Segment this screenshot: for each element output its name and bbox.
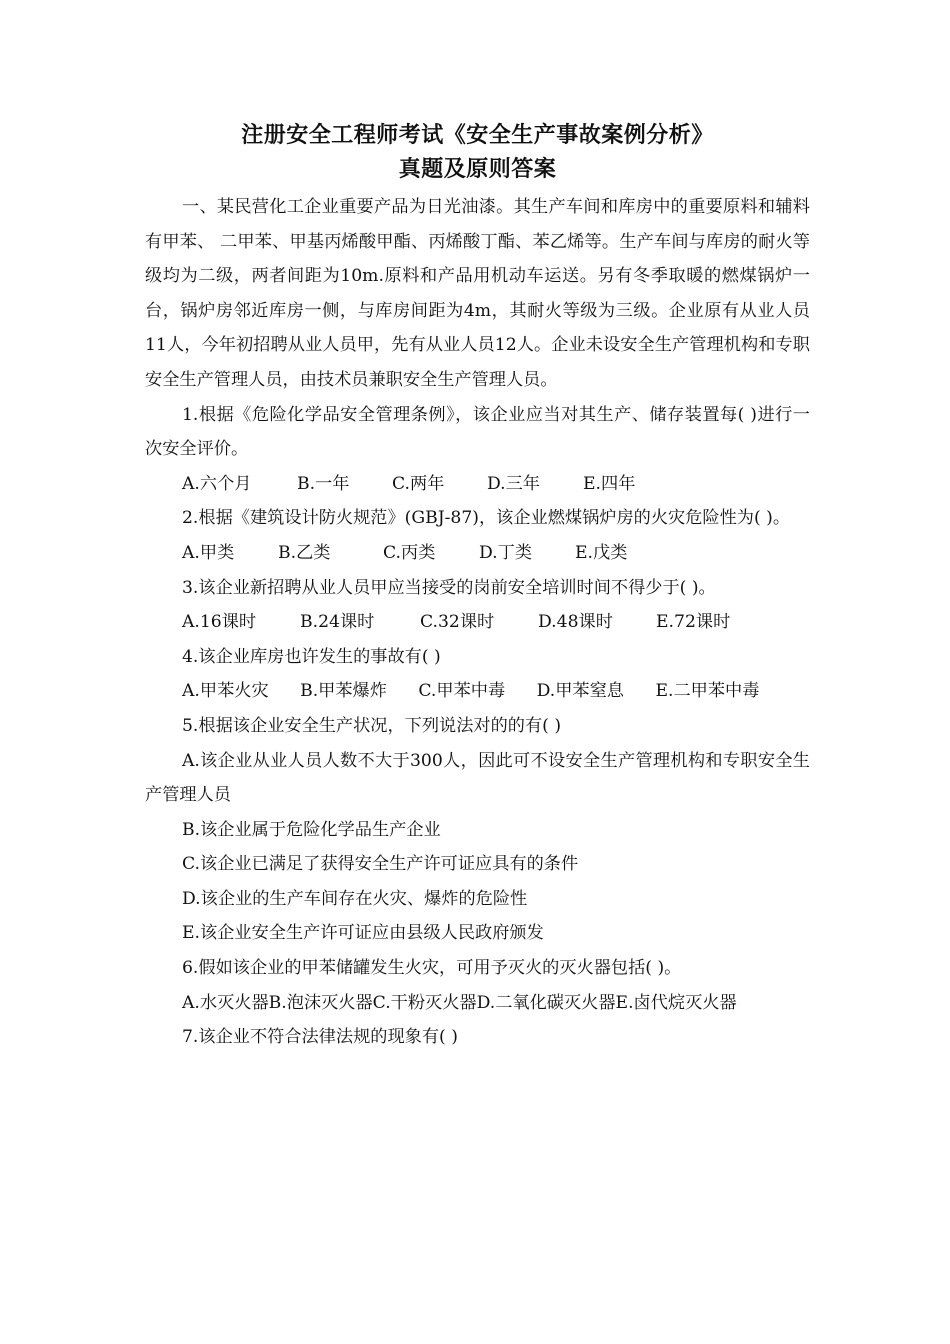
question-5-option-a: A.该企业从业人员人数不大于300人，因此可不设安全生产管理机构和专职安全生产管理人员 bbox=[145, 750, 810, 806]
question-2-option-c: C.丙类 bbox=[383, 542, 436, 563]
document-page bbox=[145, 118, 810, 1055]
question-5-option-e: E.该企业安全生产许可证应由县级人民政府颁发 bbox=[182, 923, 544, 944]
question-3-option-c: C.32课时 bbox=[420, 612, 495, 633]
question-6-options: A.水灭火器B.泡沫灭火器C.干粉灭火器D.二氧化碳灭火器E.卤代烷灭火器 bbox=[182, 992, 737, 1013]
question-1-option-d: D.三年 bbox=[487, 473, 541, 494]
question-1-stem: 1.根据《危险化学品安全管理条例》，该企业应当对其生产、储存装置每( )进行一次安全评价。 bbox=[145, 404, 810, 460]
question-2-option-e: E.戊类 bbox=[575, 542, 628, 563]
question-3-option-a: A.16课时 bbox=[182, 612, 257, 633]
question-2-stem: 2.根据《建筑设计防火规范》(GBJ-87)，该企业燃煤锅炉房的火灾危险性为( )。 bbox=[182, 508, 791, 529]
question-2-options bbox=[145, 536, 810, 571]
question-2-option-d: D.丁类 bbox=[479, 542, 533, 563]
question-7-stem: 7.该企业不符合法律法规的现象有( ) bbox=[182, 1027, 458, 1048]
document-subtitle: 真题及原则答案 bbox=[398, 156, 557, 182]
case-intro-paragraph: 一、某民营化工企业重要产品为日光油漆。其生产车间和库房中的重要原料和辅料有甲苯、 二甲苯、甲基丙烯酸甲酯、丙烯酸丁酯、苯乙烯等。生产车间与库房的耐火等级均为二级，两者间距为10m.原料和产品用机动车运送。另有冬季取暖的燃煤锅炉一台，锅炉房邻近库房一侧，与库房间距为4m，其耐火等级为三级。企业原有从业人员11人，今年初招聘从业人员甲，先有从业人员12人。企业未设安全生产管理机构和专职安全生产管理人员，由技术员兼职安全生产管理人员。 bbox=[145, 197, 810, 390]
question-3-options bbox=[145, 605, 810, 640]
document-title: 注册安全工程师考试《安全生产事故案例分析》 bbox=[241, 122, 714, 148]
question-4-stem: 4.该企业库房也许发生的事故有( ) bbox=[182, 646, 441, 667]
question-5-stem: 5.根据该企业安全生产状况，下列说法对的的有( ) bbox=[182, 715, 562, 736]
question-3-stem: 3.该企业新招聘从业人员甲应当接受的岗前安全培训时间不得少于( )。 bbox=[182, 577, 716, 598]
question-1-option-a: A.六个月 bbox=[182, 473, 252, 494]
question-2-option-b: B.乙类 bbox=[278, 542, 331, 563]
question-4-options: A.甲苯火灾 B.甲苯爆炸 C.甲苯中毒 D.甲苯窒息 E.二甲苯中毒 bbox=[182, 681, 760, 702]
question-5-option-b: B.该企业属于危险化学品生产企业 bbox=[182, 819, 441, 840]
question-3-option-d: D.48课时 bbox=[538, 612, 613, 633]
question-6-stem: 6.假如该企业的甲苯储罐发生火灾，可用予灭火的灭火器包括( )。 bbox=[182, 958, 682, 979]
question-5-option-c: C.该企业已满足了获得安全生产许可证应具有的条件 bbox=[182, 854, 579, 875]
question-1-options bbox=[145, 467, 810, 502]
question-1-option-c: C.两年 bbox=[392, 473, 445, 494]
question-3-option-b: B.24课时 bbox=[300, 612, 375, 633]
question-3-option-e: E.72课时 bbox=[656, 612, 731, 633]
question-2-option-a: A.甲类 bbox=[182, 542, 235, 563]
question-1-option-b: B.一年 bbox=[297, 473, 350, 494]
question-5-option-d: D.该企业的生产车间存在火灾、爆炸的危险性 bbox=[182, 888, 528, 909]
question-1-option-e: E.四年 bbox=[583, 473, 636, 494]
